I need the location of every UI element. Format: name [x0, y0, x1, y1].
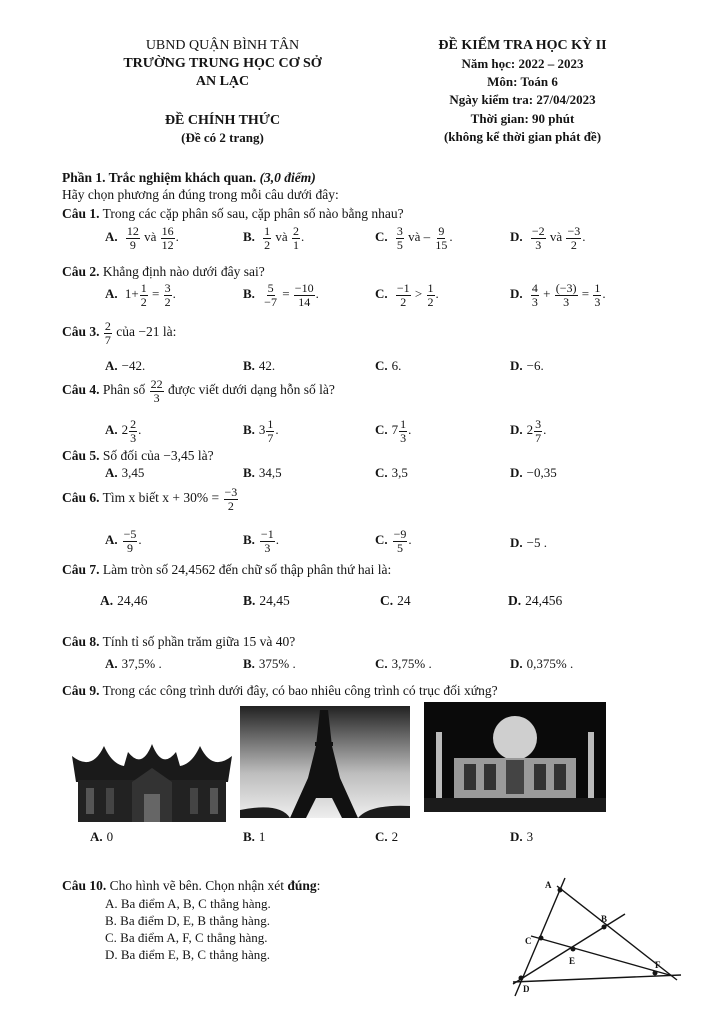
denominator: 2 [570, 237, 577, 252]
option-value: 3,75% . [391, 656, 432, 671]
q1-stem [62, 206, 404, 222]
option-letter: C. [375, 465, 388, 480]
q8-label: Câu 8. [62, 634, 100, 649]
q5-text: Số đối của −3,45 là? [102, 448, 214, 463]
q10-label: Câu 10. [62, 878, 107, 893]
q4-option-c[interactable]: C. 7 $\frac{1}{3}$ . [375, 417, 412, 445]
option-value: 34,5 [258, 465, 282, 480]
numerator: 4 [531, 281, 538, 295]
q2-label: Câu 2. [62, 264, 100, 279]
denominator: 1 [292, 237, 299, 252]
part1-instruction: Hãy chọn phương án đúng trong mỗi câu dưới đây: [62, 187, 339, 202]
part1-title: Phần 1. Trắc nghiệm khách quan. [62, 170, 257, 185]
numerator: −2 [531, 224, 545, 238]
numerator: −1 [396, 281, 410, 295]
numerator: 2 [104, 319, 111, 333]
term: 1+ [124, 286, 139, 302]
numerator: 22 [150, 377, 163, 391]
denominator: −7 [264, 294, 277, 309]
q10-option-a[interactable] [105, 896, 271, 912]
numerator: −1 [260, 527, 274, 541]
option-value: 0 [106, 829, 114, 844]
numerator: 3 [164, 281, 171, 295]
q5-option-d[interactable] [510, 465, 557, 481]
subject: Môn: Toán 6 [487, 74, 558, 89]
q6-stem [62, 486, 239, 512]
numerator: −10 [294, 281, 314, 295]
q8-option-c[interactable] [375, 656, 432, 672]
line-d-b [513, 914, 625, 984]
denominator: 3 [594, 294, 601, 309]
denominator: 5 [397, 540, 404, 555]
option-letter: D. [510, 358, 523, 373]
official-label: ĐỀ CHÍNH THỨC [164, 113, 281, 128]
q6-option-d[interactable] [510, 535, 547, 551]
denominator: 3 [531, 294, 538, 309]
school-year: Năm học: 2022 – 2023 [461, 56, 584, 71]
q1-label: Câu 1. [62, 206, 100, 221]
denominator: 3 [130, 430, 137, 445]
q10-text: Cho hình vẽ bên. Chọn nhận xét [109, 878, 284, 893]
school-name: TRƯỜNG TRUNG HỌC CƠ SỞ [123, 56, 322, 71]
q3-option-d[interactable] [510, 358, 544, 374]
q3-option-c[interactable] [375, 358, 401, 374]
numerator: −3 [567, 224, 581, 238]
q8-option-a[interactable] [105, 656, 162, 672]
option-letter: C. [375, 656, 388, 671]
option-letter: B. [243, 286, 255, 302]
option-letter: C. [375, 829, 388, 844]
conjunction: và [144, 229, 157, 245]
numerator: (−3) [555, 281, 577, 295]
q7-option-c[interactable] [380, 593, 411, 609]
q8-option-d[interactable] [510, 656, 573, 672]
option-letter: B. [105, 913, 117, 928]
line-d-f [513, 975, 681, 982]
q4-pre: Phân số [102, 382, 146, 398]
denominator: 2 [427, 294, 434, 309]
q1-option-a[interactable]: A. $\frac{12}{9}$ và $\frac{16}{12}$ . [105, 224, 179, 252]
option-letter: B. [243, 358, 255, 373]
option-value: 24,45 [259, 593, 290, 608]
numerator: 1 [427, 281, 434, 295]
conjunction: và [549, 229, 563, 245]
option-value: Ba điểm A, B, C thẳng hàng. [120, 896, 271, 911]
q4-option-a[interactable]: A. 2 $\frac{2}{3}$ . [105, 417, 142, 445]
q6-option-c[interactable]: C. $\frac{-9}{5}$ . [375, 527, 412, 555]
part1-points: (3,0 điểm) [259, 170, 316, 185]
q10-stem: Câu 10. Cho hình vẽ bên. Chọn nhận xét đúng: [62, 878, 321, 893]
denominator: 9 [129, 237, 136, 252]
duration-note: (không kể thời gian phát đề) [443, 129, 602, 144]
option-letter: C. [375, 422, 388, 438]
q6-option-b[interactable]: B. $\frac{-1}{3}$ . [243, 527, 279, 555]
q2-text: Khẳng định nào dưới đây sai? [102, 264, 265, 279]
q2-option-d[interactable]: D. $\frac{4}{3}$ + $\frac{(-3)}{3}$ = $\frac{1}{3}$ . [510, 281, 606, 309]
option-letter: C. [375, 229, 388, 245]
denominator: 2 [227, 498, 234, 513]
option-letter: A. [100, 593, 114, 608]
part1-heading [62, 170, 316, 186]
q2-option-c[interactable]: C. $\frac{-1}{2}$ > $\frac{1}{2}$ . [375, 281, 439, 309]
denominator: 5 [396, 237, 403, 252]
point-label-e: E [569, 956, 576, 966]
school-district: UBND QUẬN BÌNH TÂN [145, 38, 300, 53]
option-letter: B. [243, 465, 255, 480]
q9-option-a[interactable] [90, 829, 113, 845]
option-letter: A. [105, 896, 118, 911]
q8-option-b[interactable] [243, 656, 296, 672]
point-label-d: D [523, 984, 530, 994]
q9-option-d[interactable] [510, 829, 533, 845]
q4-stem [62, 378, 335, 404]
option-value: 375% . [258, 656, 296, 671]
option-value: 0,375% . [526, 656, 574, 671]
numerator: 1 [400, 417, 407, 431]
q10-option-d[interactable] [105, 947, 270, 963]
q10-option-c[interactable] [105, 930, 268, 946]
q7-option-b[interactable] [243, 593, 290, 609]
option-value: 3,45 [121, 465, 145, 480]
denominator: 12 [161, 237, 174, 252]
option-letter: D. [510, 829, 523, 844]
pages-note: (Đề có 2 trang) [181, 130, 264, 145]
denominator: 2 [140, 294, 147, 309]
q2-stem [62, 264, 265, 280]
option-value: Ba điểm A, F, C thẳng hàng. [120, 930, 268, 945]
q9-option-b[interactable] [243, 829, 265, 845]
option-letter: D. [510, 229, 523, 245]
option-letter: B. [243, 593, 256, 608]
q7-stem [62, 562, 391, 578]
whole-part: 2 [121, 422, 129, 438]
school-name-2: AN LẠC [195, 74, 250, 89]
option-value: −42. [121, 358, 146, 373]
numerator: 3 [396, 224, 403, 238]
numerator: −9 [393, 527, 407, 541]
numerator: 1 [140, 281, 147, 295]
numerator: 9 [438, 224, 445, 238]
option-letter: A. [90, 829, 103, 844]
geometry-figure [505, 872, 685, 1002]
denominator: 9 [127, 540, 134, 555]
q1-option-c[interactable]: C. $\frac{3}{5}$ và – $\frac{9}{15}$ . [375, 224, 453, 252]
denominator: 15 [435, 237, 448, 252]
point-f [653, 971, 658, 976]
option-value: 37,5% . [121, 656, 162, 671]
numerator: 1 [267, 417, 274, 431]
option-letter: C. [375, 358, 388, 373]
option-value: −0,35 [526, 465, 557, 480]
whole-part: 2 [526, 422, 534, 438]
option-value: Ba điểm D, E, B thẳng hàng. [120, 913, 271, 928]
conjunction: và [275, 229, 288, 245]
numerator: 16 [161, 224, 174, 238]
option-letter: D. [510, 535, 523, 550]
q5-label: Câu 5. [62, 448, 100, 463]
denominator: 2 [164, 294, 171, 309]
option-letter: C. [105, 930, 117, 945]
q5-option-a[interactable] [105, 465, 144, 481]
denominator: 7 [267, 430, 274, 445]
point-d [519, 976, 524, 981]
q10-emphasis: đúng [287, 878, 317, 893]
option-value: 24,456 [525, 593, 563, 608]
option-letter: B. [243, 656, 255, 671]
option-letter: B. [243, 229, 255, 245]
option-value: 24,46 [117, 593, 148, 608]
option-value: 3,5 [391, 465, 408, 480]
point-label-c: C [525, 936, 532, 946]
option-letter: D. [508, 593, 522, 608]
numerator: −5 [123, 527, 137, 541]
denominator: 2 [400, 294, 407, 309]
numerator: 2 [292, 224, 299, 238]
option-letter: A. [105, 229, 118, 245]
point-label-a: A [545, 880, 552, 890]
q8-text: Tính tỉ số phần trăm giữa 15 và 40? [102, 634, 296, 649]
q7-label: Câu 7. [62, 562, 100, 577]
option-value: 6. [391, 358, 402, 373]
denominator: 3 [535, 237, 542, 252]
denominator: 14 [298, 294, 311, 309]
option-value: −5 . [526, 535, 547, 550]
q3-option-b[interactable] [243, 358, 275, 374]
option-value: 3 [526, 829, 534, 844]
q10-option-b[interactable] [105, 913, 270, 929]
q1-option-d[interactable]: D. $\frac{-2}{3}$ và $\frac{-3}{2}$ . [510, 224, 586, 252]
option-letter: A. [105, 286, 118, 302]
q5-option-c[interactable] [375, 465, 408, 481]
point-label-b: B [601, 914, 608, 924]
q3-label: Câu 3. [62, 324, 100, 340]
q2-option-a[interactable]: A. 1+ $\frac{1}{2}$ = $\frac{3}{2}$ . [105, 281, 176, 309]
q3-text: của −21 là: [116, 324, 177, 340]
option-letter: C. [380, 593, 394, 608]
q6-option-a[interactable]: A. $\frac{-5}{9}$ . [105, 527, 142, 555]
whole-part: 3 [258, 422, 266, 438]
point-c [539, 936, 544, 941]
traditional-house-image [72, 742, 232, 822]
point-a [558, 888, 563, 893]
option-value: 1 [258, 829, 266, 844]
numerator: 5 [267, 281, 274, 295]
denominator: 3 [264, 540, 271, 555]
q3-option-a[interactable] [105, 358, 145, 374]
numerator: 3 [535, 417, 542, 431]
q4-option-d[interactable]: D. 2 $\frac{3}{7}$ . [510, 417, 547, 445]
option-letter: A. [105, 422, 118, 438]
denominator: 7 [535, 430, 542, 445]
option-letter: D. [105, 947, 118, 962]
option-letter: A. [105, 656, 118, 671]
q4-label: Câu 4. [62, 382, 100, 398]
option-value: −6. [526, 358, 544, 373]
q9-stem [62, 683, 498, 699]
denominator: 2 [264, 237, 271, 252]
duration: Thời gian: 90 phút [470, 111, 575, 126]
point-e [571, 947, 576, 952]
exam-title: ĐỀ KIỂM TRA HỌC KỲ II [438, 38, 607, 53]
option-letter: C. [375, 532, 388, 548]
option-letter: D. [510, 465, 523, 480]
option-value: 42. [258, 358, 276, 373]
q7-text: Làm tròn số 24,4562 đến chữ số thập phân thứ hai là: [102, 562, 392, 577]
q8-stem [62, 634, 295, 650]
point-label-f: F [655, 960, 661, 970]
option-letter: B. [243, 422, 255, 438]
q6-text: Tìm x biết x + 30% = [102, 490, 220, 506]
numerator: 1 [594, 281, 601, 295]
option-letter: D. [510, 656, 523, 671]
line-c-f [531, 936, 673, 976]
point-b [602, 925, 607, 930]
option-letter: C. [375, 286, 388, 302]
numerator: −3 [224, 485, 238, 499]
denominator: 3 [153, 390, 160, 405]
q4-option-b[interactable]: B. 3 $\frac{1}{7}$ . [243, 417, 279, 445]
denominator: 3 [563, 294, 570, 309]
option-letter: A. [105, 532, 118, 548]
q7-option-a[interactable] [100, 593, 148, 609]
option-value: Ba điểm E, B, C thẳng hàng. [120, 947, 271, 962]
q7-option-d[interactable] [508, 593, 562, 609]
denominator: 3 [400, 430, 407, 445]
option-letter: D. [510, 422, 523, 438]
exam-date: Ngày kiểm tra: 27/04/2023 [449, 92, 596, 107]
option-value: 24 [397, 593, 411, 608]
eiffel-tower-image [240, 706, 410, 818]
q9-text: Trong các công trình dưới đây, có bao nhiêu công trình có trục đối xứng? [102, 683, 498, 698]
denominator: 7 [104, 332, 111, 347]
q9-option-c[interactable] [375, 829, 398, 845]
q5-stem [62, 448, 214, 464]
numerator: 1 [264, 224, 271, 238]
option-letter: A. [105, 465, 118, 480]
q2-option-b[interactable]: B. $\frac{5}{-7}$ = $\frac{-10}{14}$ . [243, 281, 319, 309]
q6-label: Câu 6. [62, 490, 100, 506]
numerator: 12 [126, 224, 139, 238]
conjunction: và [408, 229, 421, 245]
option-letter: D. [510, 286, 523, 302]
taj-mahal-image [424, 702, 606, 812]
q4-post: được viết dưới dạng hỗn số là? [168, 382, 335, 398]
q3-stem [62, 320, 176, 346]
option-letter: B. [243, 829, 255, 844]
whole-part: 7 [391, 422, 399, 438]
q9-label: Câu 9. [62, 683, 100, 698]
q1-option-b[interactable]: B. $\frac{1}{2}$ và $\frac{2}{1}$ . [243, 224, 305, 252]
option-letter: B. [243, 532, 255, 548]
numerator: 2 [130, 417, 137, 431]
q5-option-b[interactable] [243, 465, 282, 481]
option-value: 2 [391, 829, 399, 844]
q1-text: Trong các cặp phân số sau, cặp phân số nào bằng nhau? [102, 206, 404, 221]
option-letter: A. [105, 358, 118, 373]
